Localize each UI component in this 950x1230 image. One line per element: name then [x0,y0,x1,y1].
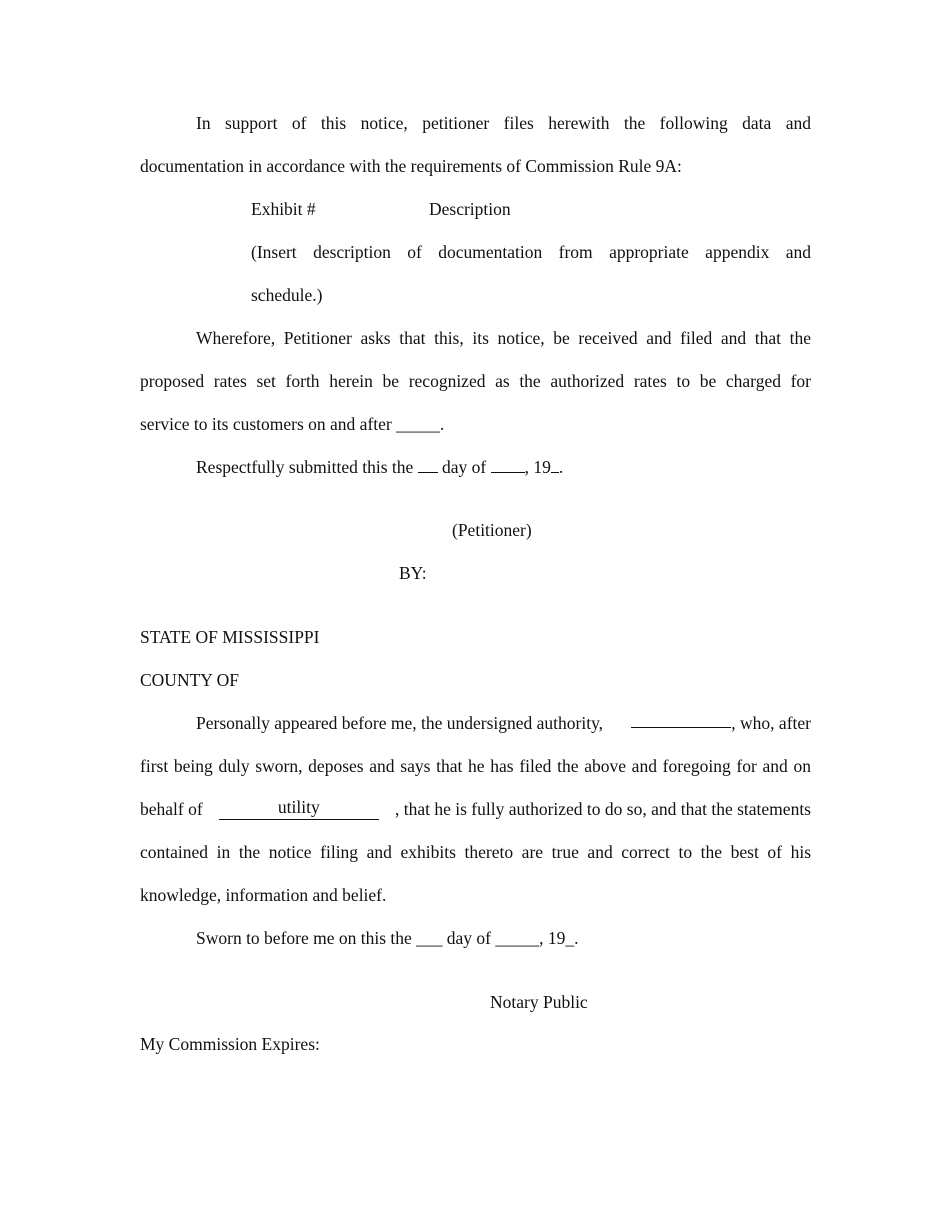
insert-instruction-line-2: schedule.) [251,285,323,305]
submitted-day-blank[interactable] [418,457,438,473]
description-column-header: Description [429,199,511,219]
wherefore-line-3 [140,413,444,435]
affidavit-line-3 [140,798,811,820]
utility-name-field[interactable]: utility [219,798,379,820]
wherefore-line-3-text: service to its customers on and after [140,414,392,434]
submitted-year-prefix: , 19 [524,457,551,477]
submitted-day-label: day of [442,457,487,477]
effective-date-blank[interactable]: _____ [396,414,440,434]
notary-public-label: Notary Public [490,992,588,1012]
insert-instruction-line-1: (Insert description of documentation from appropriate appendix and [251,242,811,262]
affidavit-line-1-text: Personally appeared before me, the undersigned authority, [196,713,604,733]
submitted-prefix: Respectfully submitted this the [196,457,414,477]
affidavit-line-5: knowledge, information and belief. [140,885,387,905]
affidavit-line-1 [196,712,811,734]
exhibit-column-header: Exhibit # [251,199,316,219]
submitted-month-blank[interactable] [491,457,525,473]
county-heading: COUNTY OF [140,670,240,690]
submitted-line [196,456,563,478]
intro-line-2: documentation in accordance with the requirements of Commission Rule 9A: [140,156,682,176]
petitioner-label: (Petitioner) [452,520,532,540]
affidavit-line-4: contained in the notice filing and exhibits thereto are true and correct to the best of his [140,842,811,862]
commission-expires-label: My Commission Expires: [140,1034,320,1054]
wherefore-line-2: proposed rates set forth herein be recognized as the authorized rates to be charged for [140,371,811,391]
submitted-end: . [558,457,564,477]
affiant-name-blank[interactable] [631,712,731,728]
affiant-name-group [631,712,811,734]
affidavit-line-3-suffix: , that he is fully authorized to do so, and that the statements [394,799,811,819]
state-heading: STATE OF MISSISSIPPI [140,627,320,647]
wherefore-line-1: Wherefore, Petitioner asks that this, its notice, be received and filed and that the [196,328,811,348]
affidavit-line-3-prefix: behalf of [140,799,203,819]
affidavit-line-2: first being duly sworn, deposes and says that he has filed the above and foregoing for and on [140,756,811,776]
by-label: BY: [399,563,427,583]
submitted-year-blank[interactable] [551,457,559,473]
wherefore-line-3-end: . [439,414,445,434]
intro-line-1: In support of this notice, petitioner files herewith the following data and [196,113,811,133]
affidavit-line-1-end: , who, after [731,713,811,733]
sworn-line: Sworn to before me on this the ___ day of _____, 19_. [196,928,579,948]
